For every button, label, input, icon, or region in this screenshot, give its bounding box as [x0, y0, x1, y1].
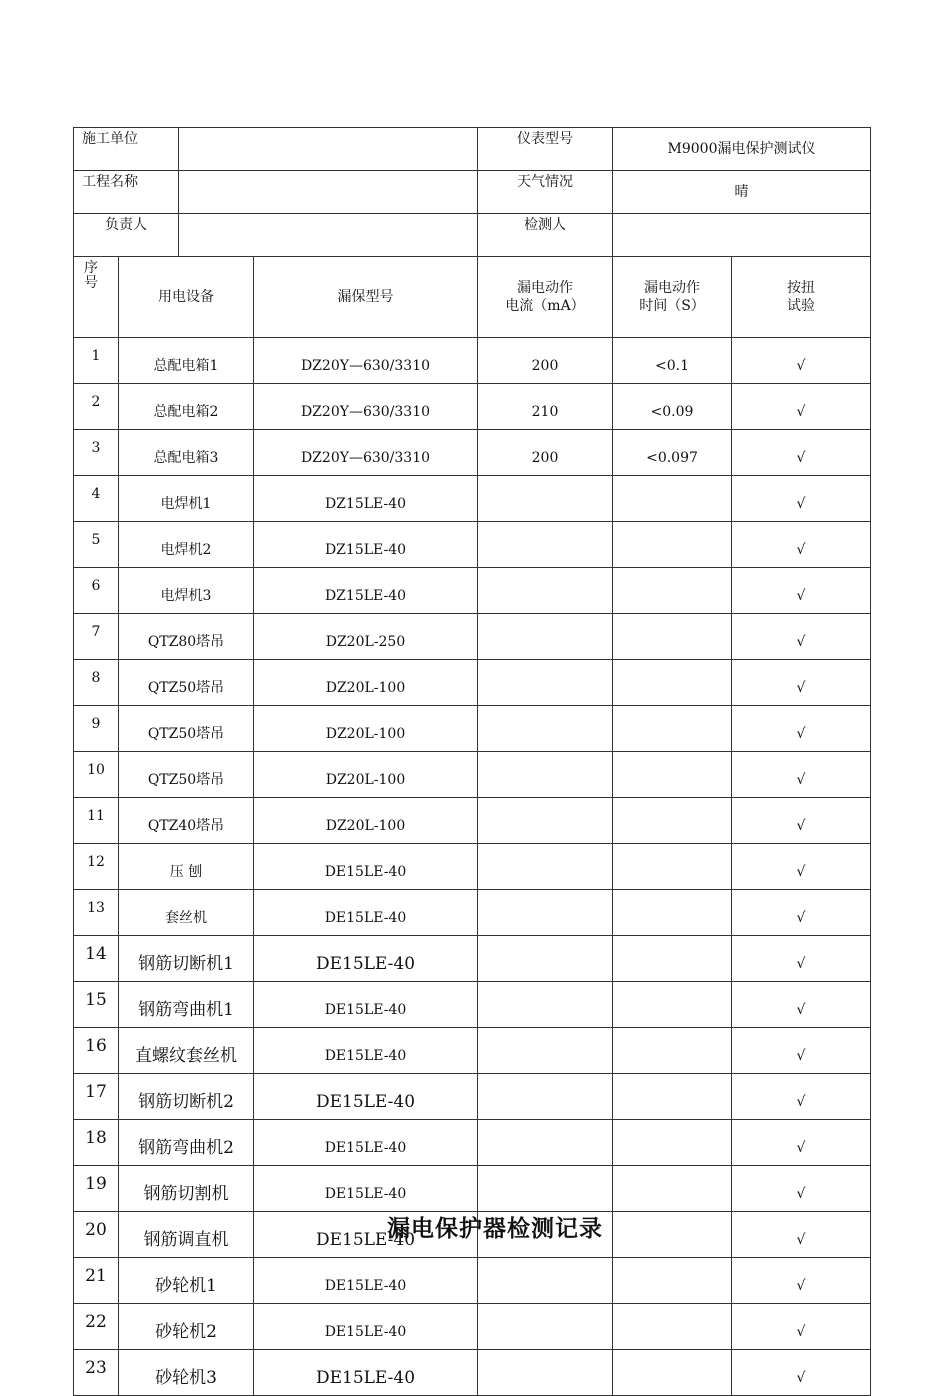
col-current-line1: 漏电动作: [517, 280, 573, 296]
row-model: DZ15LE-40: [254, 568, 478, 614]
col-button-line1: 按扭: [787, 280, 815, 296]
row-time: [613, 476, 732, 522]
row-button-test: √: [732, 798, 871, 844]
project-label: 工程名称: [74, 171, 179, 214]
row-time: <0.1: [613, 338, 732, 384]
table-row: [74, 982, 871, 1028]
table-row: [74, 1028, 871, 1074]
row-current: [478, 1028, 613, 1074]
row-time: [613, 568, 732, 614]
row-device: 套丝机: [119, 890, 254, 936]
row-current: [478, 1304, 613, 1350]
row-current: [478, 568, 613, 614]
row-button-test: √: [732, 1120, 871, 1166]
row-button-test: √: [732, 1304, 871, 1350]
row-button-test: √: [732, 706, 871, 752]
row-device: QTZ80塔吊: [119, 614, 254, 660]
row-model: DE15LE-40: [254, 1074, 478, 1120]
row-button-test: √: [732, 1074, 871, 1120]
row-device: 砂轮机1: [119, 1258, 254, 1304]
row-button-test: √: [732, 384, 871, 430]
row-current: [478, 614, 613, 660]
table-row: [74, 936, 871, 982]
col-device-header: 用电设备: [119, 257, 254, 338]
table-row: [74, 890, 871, 936]
meter-value: M9000漏电保护测试仪: [613, 128, 871, 171]
inspector-label: 检测人: [478, 214, 613, 257]
row-model: DZ20Y—630/3310: [254, 384, 478, 430]
row-device: QTZ40塔吊: [119, 798, 254, 844]
row-current: [478, 798, 613, 844]
header-row-unit: [74, 128, 871, 171]
row-current: [478, 1120, 613, 1166]
row-device: 总配电箱2: [119, 384, 254, 430]
row-current: [478, 844, 613, 890]
row-button-test: √: [732, 660, 871, 706]
row-time: <0.097: [613, 430, 732, 476]
col-time-header: [613, 257, 732, 338]
table-row: [74, 384, 871, 430]
table-row: [74, 338, 871, 384]
row-current: [478, 1074, 613, 1120]
row-current: [478, 522, 613, 568]
row-current: [478, 936, 613, 982]
inspection-table: [73, 127, 871, 1396]
col-seq-line2: 号: [84, 275, 98, 291]
row-device: 砂轮机2: [119, 1304, 254, 1350]
row-device: 电焊机3: [119, 568, 254, 614]
row-seq: 19: [74, 1166, 119, 1212]
row-time: [613, 1304, 732, 1350]
row-current: [478, 1258, 613, 1304]
row-button-test: √: [732, 1028, 871, 1074]
manager-label: 负责人: [74, 214, 179, 257]
row-time: [613, 798, 732, 844]
row-seq: 16: [74, 1028, 119, 1074]
header-row-manager: [74, 214, 871, 257]
row-model: DZ20L-250: [254, 614, 478, 660]
row-seq: 22: [74, 1304, 119, 1350]
row-button-test: √: [732, 476, 871, 522]
row-button-test: √: [732, 982, 871, 1028]
row-time: [613, 706, 732, 752]
row-device: 压 刨: [119, 844, 254, 890]
col-seq-line1: 序: [84, 260, 98, 276]
header-row-project: [74, 171, 871, 214]
document-title: 漏电保护器检测记录: [387, 1216, 603, 1242]
row-seq: 20: [74, 1212, 119, 1258]
row-button-test: √: [732, 1212, 871, 1258]
unit-label: 施工单位: [74, 128, 179, 171]
row-seq: 6: [74, 568, 119, 614]
row-seq: 3: [74, 430, 119, 476]
row-device: 钢筋调直机: [119, 1212, 254, 1258]
row-model: DE15LE-40: [254, 1258, 478, 1304]
row-seq: 14: [74, 936, 119, 982]
row-time: [613, 752, 732, 798]
row-current: [478, 660, 613, 706]
row-model: DE15LE-40: [254, 1120, 478, 1166]
row-device: 总配电箱1: [119, 338, 254, 384]
row-button-test: √: [732, 752, 871, 798]
row-seq: 2: [74, 384, 119, 430]
table-row: [74, 1258, 871, 1304]
inspection-sheet: [73, 127, 870, 1396]
row-device: 电焊机2: [119, 522, 254, 568]
row-model: DZ20L-100: [254, 798, 478, 844]
row-device: 直螺纹套丝机: [119, 1028, 254, 1074]
project-value: [179, 171, 478, 214]
row-model: DE15LE-40: [254, 844, 478, 890]
row-seq: 15: [74, 982, 119, 1028]
col-current-header: [478, 257, 613, 338]
row-time: [613, 614, 732, 660]
row-model: DZ15LE-40: [254, 476, 478, 522]
row-device: 电焊机1: [119, 476, 254, 522]
row-time: [613, 1120, 732, 1166]
weather-value: 晴: [613, 171, 871, 214]
manager-value: [179, 214, 478, 257]
col-time-line1: 漏电动作: [644, 280, 700, 296]
table-row: [74, 1166, 871, 1212]
row-current: 210: [478, 384, 613, 430]
col-current-line2: 电流（mA）: [505, 298, 585, 314]
weather-label: 天气情况: [478, 171, 613, 214]
row-button-test: √: [732, 1258, 871, 1304]
row-current: [478, 1350, 613, 1396]
row-seq: 8: [74, 660, 119, 706]
row-button-test: √: [732, 1350, 871, 1396]
row-model: DE15LE-40: [254, 936, 478, 982]
table-row: [74, 568, 871, 614]
row-model: DZ20L-100: [254, 752, 478, 798]
row-seq: 17: [74, 1074, 119, 1120]
row-seq: 12: [74, 844, 119, 890]
row-model: DE15LE-40: [254, 982, 478, 1028]
row-seq: 9: [74, 706, 119, 752]
row-current: [478, 1166, 613, 1212]
row-current: [478, 752, 613, 798]
row-seq: 11: [74, 798, 119, 844]
table-row: [74, 798, 871, 844]
table-row: [74, 844, 871, 890]
row-device: QTZ50塔吊: [119, 660, 254, 706]
row-time: [613, 1028, 732, 1074]
row-model: DE15LE-40: [254, 890, 478, 936]
row-button-test: √: [732, 568, 871, 614]
col-button-line2: 试验: [787, 298, 815, 314]
row-model: DZ20Y—630/3310: [254, 430, 478, 476]
row-current: [478, 982, 613, 1028]
table-row: [74, 614, 871, 660]
row-seq: 10: [74, 752, 119, 798]
meter-label: 仪表型号: [478, 128, 613, 171]
row-button-test: √: [732, 338, 871, 384]
row-device: QTZ50塔吊: [119, 752, 254, 798]
row-device: 钢筋弯曲机2: [119, 1120, 254, 1166]
table-row: [74, 660, 871, 706]
row-device: QTZ50塔吊: [119, 706, 254, 752]
row-current: 200: [478, 338, 613, 384]
row-button-test: √: [732, 430, 871, 476]
row-current: [478, 476, 613, 522]
row-model: DZ20L-100: [254, 660, 478, 706]
row-seq: 18: [74, 1120, 119, 1166]
row-button-test: √: [732, 614, 871, 660]
column-header-row: [74, 257, 871, 338]
col-seq-header: [74, 257, 119, 338]
row-button-test: √: [732, 522, 871, 568]
row-current: [478, 890, 613, 936]
table-row: [74, 752, 871, 798]
row-model: DZ15LE-40: [254, 522, 478, 568]
row-seq: 1: [74, 338, 119, 384]
row-model: DE15LE-40: [254, 1304, 478, 1350]
table-row: [74, 1350, 871, 1396]
row-current: 200: [478, 430, 613, 476]
inspector-value: [613, 214, 871, 257]
table-row: [74, 522, 871, 568]
table-row: [74, 1120, 871, 1166]
row-device: 砂轮机3: [119, 1350, 254, 1396]
row-device: 钢筋弯曲机1: [119, 982, 254, 1028]
row-time: [613, 982, 732, 1028]
row-time: [613, 936, 732, 982]
row-model: DZ20L-100: [254, 706, 478, 752]
row-device: 钢筋切割机: [119, 1166, 254, 1212]
row-time: [613, 1074, 732, 1120]
row-model: DE15LE-40: [254, 1166, 478, 1212]
row-time: [613, 1350, 732, 1396]
row-seq: 4: [74, 476, 119, 522]
table-row: [74, 430, 871, 476]
row-device: 钢筋切断机1: [119, 936, 254, 982]
table-row: [74, 1304, 871, 1350]
row-time: [613, 522, 732, 568]
row-device: 总配电箱3: [119, 430, 254, 476]
row-time: [613, 890, 732, 936]
row-seq: 5: [74, 522, 119, 568]
row-time: [613, 1258, 732, 1304]
row-current: [478, 706, 613, 752]
table-row: [74, 476, 871, 522]
col-button-header: [732, 257, 871, 338]
row-seq: 23: [74, 1350, 119, 1396]
row-seq: 13: [74, 890, 119, 936]
row-time: [613, 660, 732, 706]
row-button-test: √: [732, 890, 871, 936]
row-seq: 21: [74, 1258, 119, 1304]
row-button-test: √: [732, 844, 871, 890]
row-model: DZ20Y—630/3310: [254, 338, 478, 384]
row-seq: 7: [74, 614, 119, 660]
col-time-line2: 时间（S）: [639, 298, 705, 314]
table-row: [74, 1074, 871, 1120]
row-model: DE15LE-40: [254, 1350, 478, 1396]
row-device: 钢筋切断机2: [119, 1074, 254, 1120]
row-model: DE15LE-40: [254, 1028, 478, 1074]
row-model: DE15LE-40: [254, 1212, 478, 1258]
table-row: [74, 706, 871, 752]
row-time: [613, 1166, 732, 1212]
row-time: [613, 844, 732, 890]
col-model-header: 漏保型号: [254, 257, 478, 338]
unit-value: [179, 128, 478, 171]
row-button-test: √: [732, 1166, 871, 1212]
row-time: <0.09: [613, 384, 732, 430]
row-button-test: √: [732, 936, 871, 982]
